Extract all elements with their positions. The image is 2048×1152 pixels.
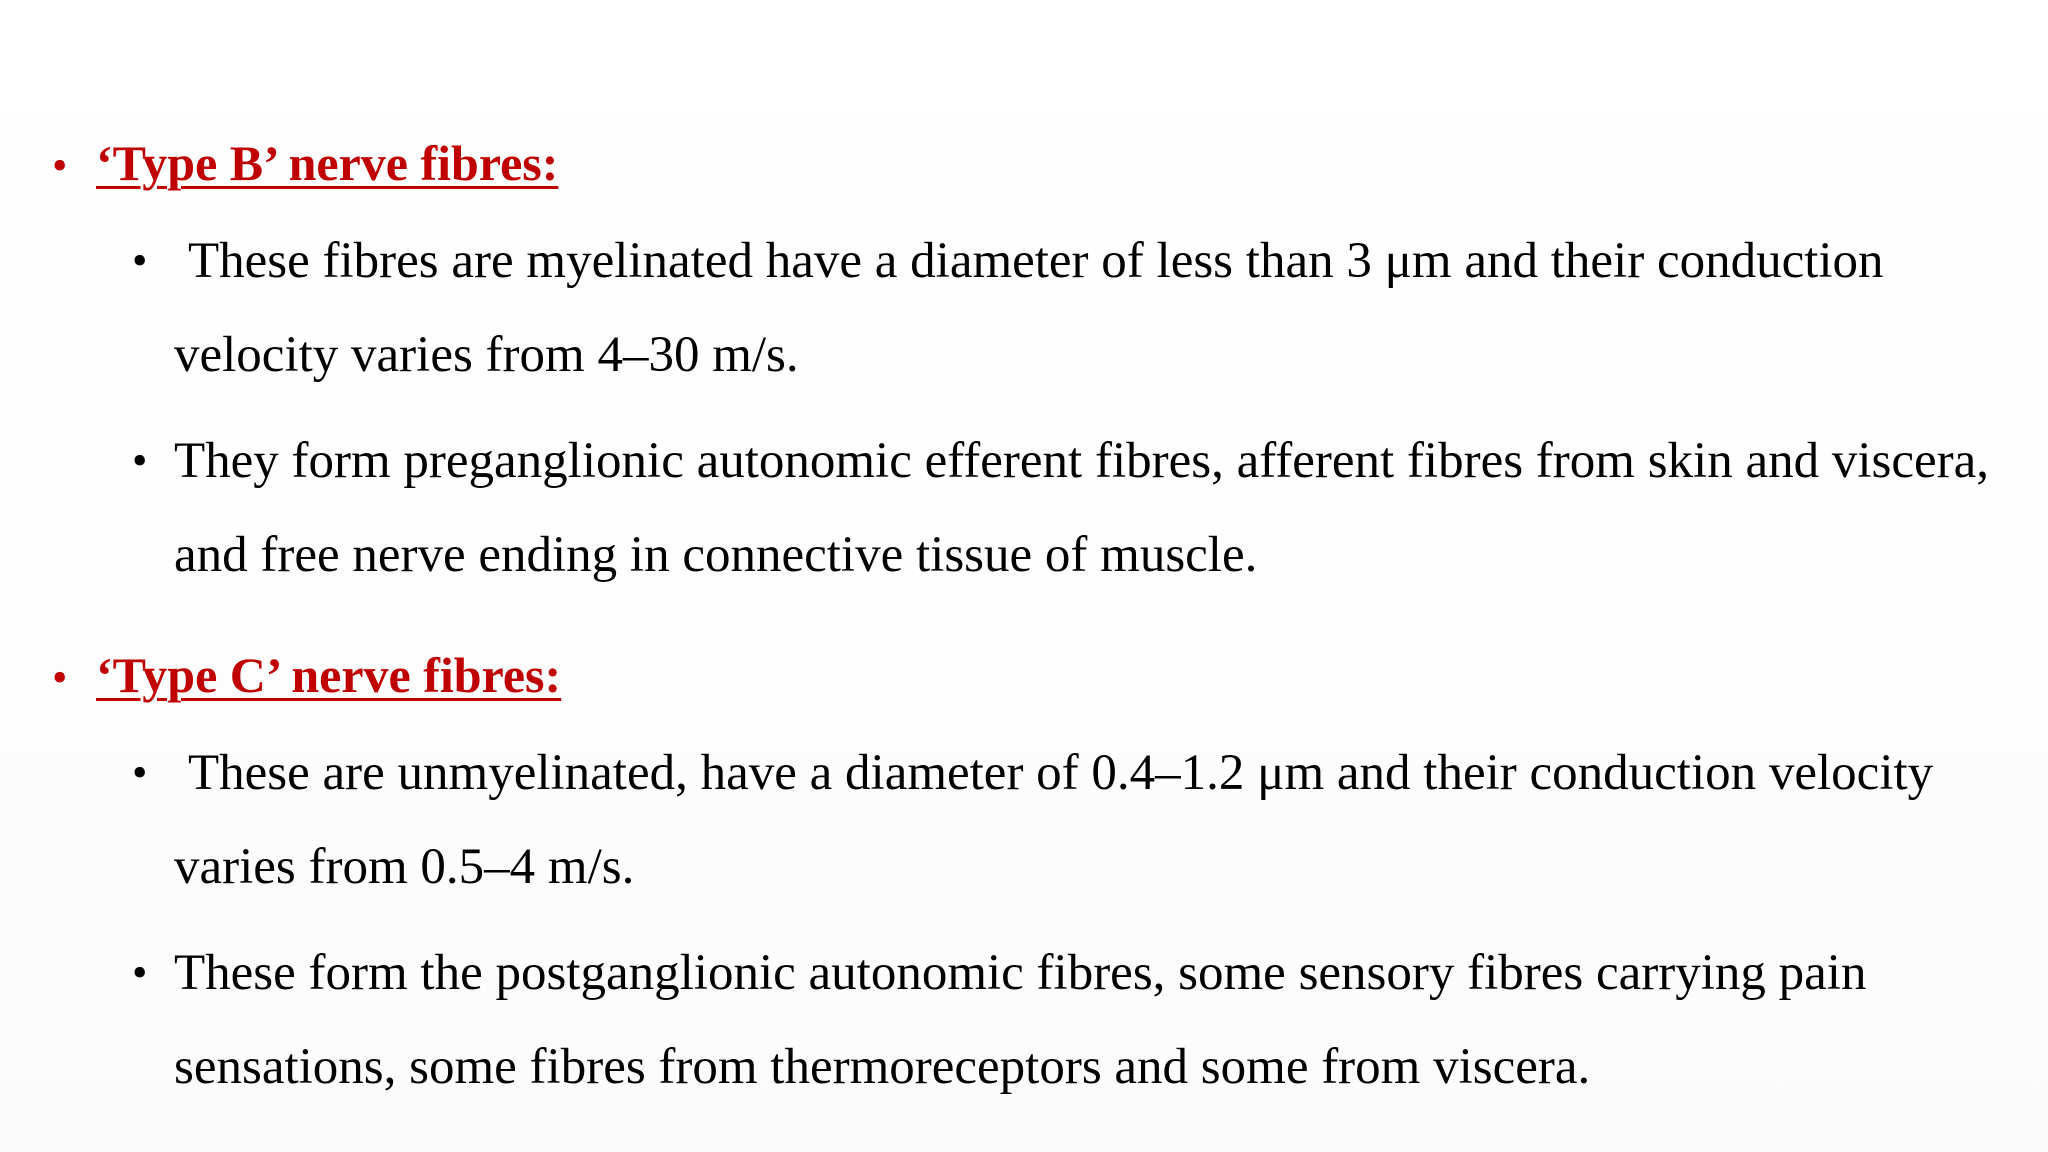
heading-type-b: ‘Type B’ nerve fibres: — [96, 135, 559, 191]
list-item-text: These are unmyelinated, have a diameter of 0.4–1.2 μm and their conduction velocity varies from 0.5–4 m/s. — [174, 745, 1934, 895]
section-heading — [52, 128, 2012, 198]
bullet-icon: • — [52, 141, 68, 190]
bullet-list — [132, 726, 2012, 1114]
list-item-text: They form preganglionic autonomic efferent fibres, afferent fibres from skin and viscera, and free nerve ending in connective tissue of muscle. — [174, 433, 1990, 583]
bullet-icon: • — [132, 436, 148, 485]
heading-type-c: ‘Type C’ nerve fibres: — [96, 647, 562, 703]
list-item-text: These fibres are myelinated have a diameter of less than 3 μm and their conduction velocity varies from 4–30 m/s. — [174, 233, 1884, 383]
bullet-icon: • — [52, 653, 68, 702]
bullet-icon: • — [132, 236, 148, 285]
bullet-icon: • — [132, 948, 148, 997]
bullet-list — [132, 214, 2012, 602]
list-item — [132, 726, 2012, 914]
list-item — [132, 214, 2012, 402]
list-item-text: These form the postganglionic autonomic fibres, some sensory fibres carrying pain sensations, some fibres from thermoreceptors and some from viscera. — [174, 945, 1867, 1095]
section-heading — [52, 640, 2012, 710]
section-type-c — [52, 640, 2012, 1126]
list-item — [132, 926, 2012, 1114]
bullet-icon: • — [132, 748, 148, 797]
section-type-b — [52, 128, 2012, 614]
list-item — [132, 414, 2012, 602]
